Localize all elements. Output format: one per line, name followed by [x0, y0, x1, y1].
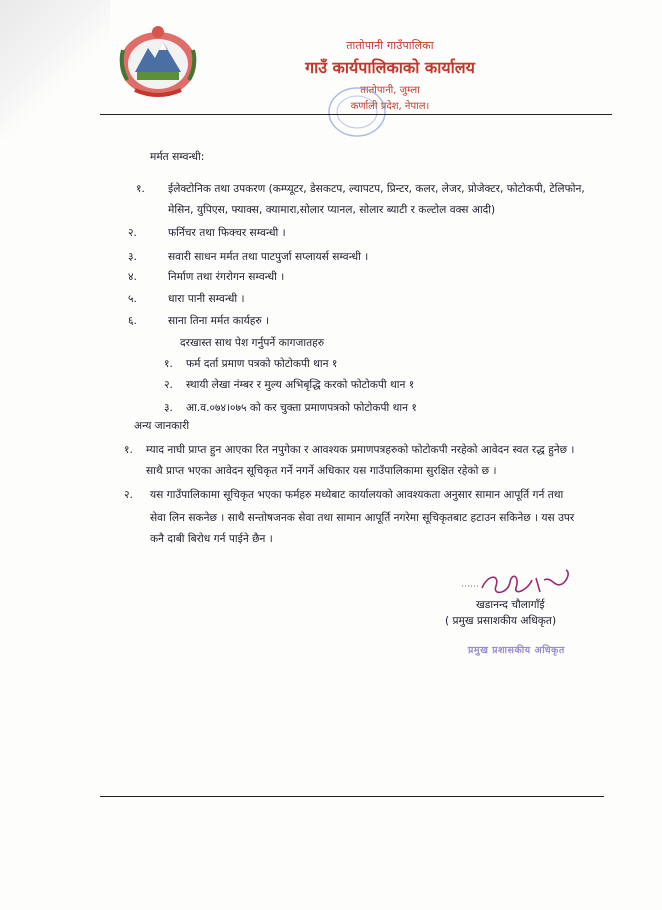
doc-number: २.: [164, 379, 173, 391]
signatory-name: खडानन्द चौलागाँई: [476, 599, 545, 611]
other-text: यस गाउँपालिकामा सूचिकृत भएका फर्महरु मध्येबाट कार्यालयको आवश्यकता अनुसार सामान आपूर्ति गर्न तथा: [150, 489, 564, 501]
item-number: ६.: [128, 315, 137, 327]
other-text: कनै दाबी बिरोध गर्न पाईने छैन ।: [150, 533, 273, 545]
signatory-title: ( प्रमुख प्रसाशकीय अधिकृत): [445, 615, 557, 627]
item-text: मेसिन, युपिएस, फ्याक्स, क्यामारा,सोलार प्यानल, सोलार ब्याटी र कल्टोल वक्स आदी): [168, 204, 496, 216]
doc-number: १.: [164, 358, 173, 370]
signature-icon: [462, 566, 582, 600]
other-title: अन्य जानकारी: [134, 420, 190, 432]
item-number: १.: [136, 183, 145, 195]
item-number: ४.: [128, 271, 137, 283]
municipality-name: तातोपानी गाउँपालिका: [346, 39, 434, 52]
round-stamp-icon: [325, 84, 389, 140]
item-number: २.: [128, 227, 137, 239]
nepal-emblem-icon: [115, 20, 201, 100]
doc-text: फर्म दर्ता प्रमाण पत्रको फोटोकपी थान १: [186, 358, 338, 370]
office-province: कर्णाली प्रदेश, नेपाल।: [350, 101, 430, 112]
doc-number: ३.: [164, 402, 173, 414]
other-number: २.: [124, 489, 133, 501]
header-rule: [100, 114, 612, 115]
doc-text: आ.व.०७४।०७५ को कर चुक्ता प्रमाणपत्रको फोटोकपी थान १: [186, 402, 417, 414]
docs-title: दरखास्त साथ पेश गर्नुपर्ने कागजातहरु: [180, 337, 325, 349]
doc-text: स्थायी लेखा नंम्बर र मुल्य अभिबृद्धि करको फोटोकपी थान १: [186, 379, 415, 391]
letterhead: [240, 38, 540, 112]
other-text: म्याद नाघी प्राप्त हुन आएका रित नपुगेका र आवश्यक प्रमाणपत्रहरुको फोटोकपी नरहेको आवेदन स्वत रद्ध हुनेछ ।: [146, 444, 575, 456]
item-text: फर्निचर तथा फिक्चर सम्वन्धी ।: [168, 227, 286, 239]
item-text: सवारी साधन मर्मत तथा पाटपुर्जा सप्लायर्स सम्वन्धी ।: [168, 251, 369, 263]
other-text: सेवा लिन सकनेछ । साथै सन्तोषजनक सेवा तथा सामान आपूर्ति नगरेमा सूचिकृतबाट हटाउन सकिनेछ । यस उपर: [150, 512, 575, 524]
item-text: ईलेक्टोनिक तथा उपकरण (कम्प्यूटर, डेसकटप, ल्यापटप, प्रिन्टर, कलर, लेजर, प्रोजेक्टर, फोटोकपी, टेलिफोन,: [168, 183, 585, 195]
other-number: १.: [124, 444, 133, 456]
section-title: मर्मत सम्वन्धी:: [150, 151, 205, 163]
item-text: निर्माण तथा रंगरोगन सम्वन्धी ।: [168, 271, 285, 283]
item-number: ५.: [128, 293, 137, 305]
office-location: तातोपानी, जुम्ला: [360, 85, 420, 96]
item-number: ३.: [128, 251, 137, 263]
signatory-seal: प्रमुख प्रशासकीय अधिकृत: [468, 645, 565, 656]
office-title: गाउँ कार्यपालिकाको कार्यालय: [305, 58, 475, 77]
footer-rule: [100, 796, 604, 797]
item-text: साना तिना मर्मत कार्यहरु ।: [168, 315, 270, 327]
item-text: धारा पानी सम्वन्धी ।: [168, 293, 245, 305]
scan-shadow: [0, 0, 110, 140]
other-text: साथै प्राप्त भएका आवेदन सूचिकृत गर्ने नगर्ने अधिकार यस गाउँपालिकामा सुरक्षित रहेको छ ।: [146, 465, 497, 477]
